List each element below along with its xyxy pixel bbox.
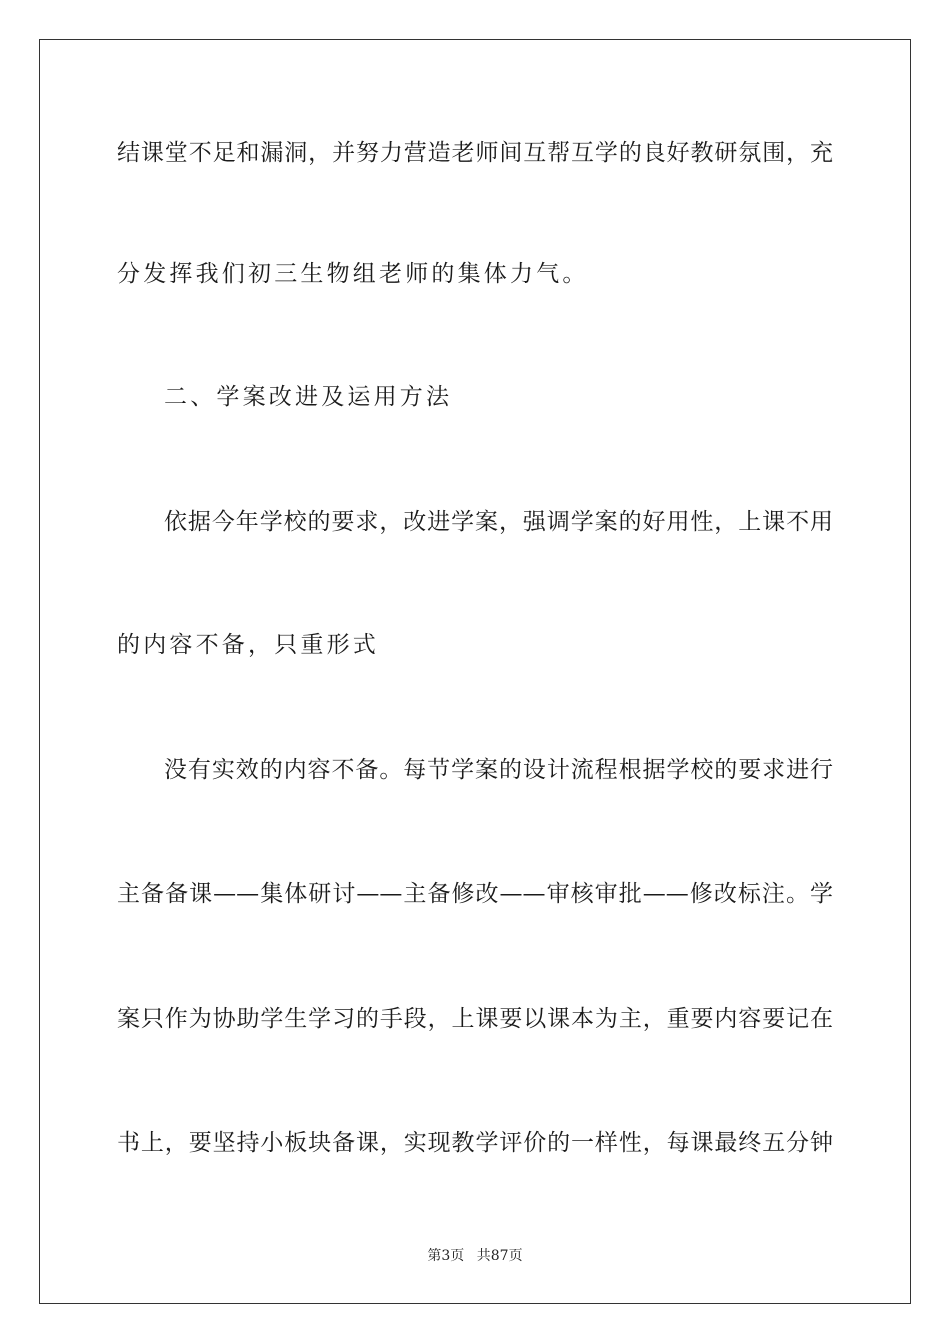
page-number: 第3页 [427, 1248, 465, 1264]
body-line-6: 没有实效的内容不备。每节学案的设计流程根据学校的要求进行 [164, 757, 833, 783]
body-line-4: 依据今年学校的要求，改进学案，强调学案的好用性，上课不用 [164, 509, 833, 535]
page-footer [0, 1247, 950, 1265]
section-heading: 二、学案改进及运用方法 [164, 384, 453, 410]
body-line-5: 的内容不备，只重形式 [117, 632, 379, 658]
body-line-9: 书上，要坚持小板块备课，实现教学评价的一样性，每课最终五分钟 [117, 1130, 833, 1156]
body-line-1: 结课堂不足和漏洞，并努力营造老师间互帮互学的良好教研氛围，充 [117, 140, 833, 166]
page-total: 共87页 [476, 1248, 523, 1264]
body-line-2: 分发挥我们初三生物组老师的集体力气。 [117, 261, 589, 287]
page-border [39, 39, 911, 1304]
body-line-8: 案只作为协助学生学习的手段，上课要以课本为主，重要内容要记在 [117, 1006, 833, 1032]
body-line-7: 主备备课——集体研讨——主备修改——审核审批——修改标注。学 [117, 881, 833, 907]
